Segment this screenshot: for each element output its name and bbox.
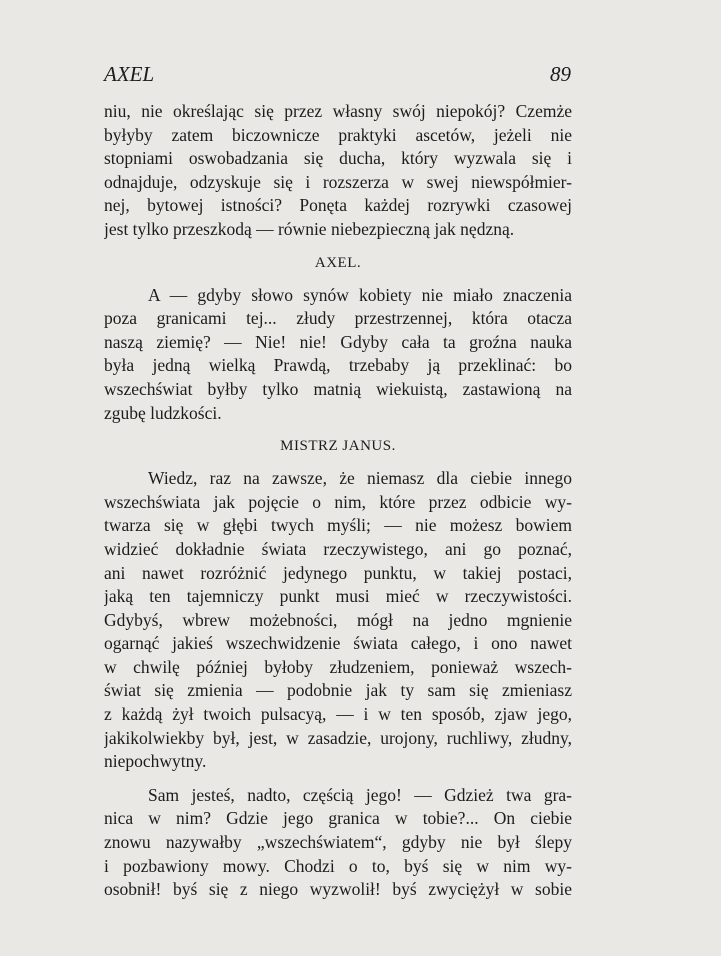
text-line: jest tylko przeszkodą — równie niebezpieczną jak nędzną. — [104, 218, 515, 239]
text-line: niu, nie określając się przez własny swój niepokój? Czemże — [104, 101, 572, 121]
speaker-name: AXEL. — [314, 254, 362, 271]
text-line: twarza się w głębi twych myśli; — nie możesz bowiem — [104, 515, 572, 536]
text-line: naszą ziemię? — Nie! nie! Gdyby cała ta groźna nauka — [104, 331, 572, 352]
paragraph — [104, 467, 572, 774]
paragraph — [104, 284, 572, 426]
text-line: jaką ten tajemniczy punkt musi mieć w rzeczywistości. — [104, 586, 572, 607]
text-line: Gdybyś, wbrew możebności, mógł na jedno mgnienie — [104, 609, 572, 630]
text-line: ani nawet rozróżnić jedynego punktu, w takiej postaci, — [104, 562, 572, 583]
speaker-name: MISTRZ JANUS. — [280, 438, 396, 455]
body-text — [104, 100, 572, 902]
text-line: wszechświata jak pojęcie o nim, które przez odbicie wy- — [104, 491, 572, 512]
text-line: Wiedz, raz na zawsze, że niemasz dla ciebie innego — [148, 468, 572, 489]
text-line: poza granicami tej... złudy przestrzennej, która otacza — [104, 308, 572, 329]
text-line: była jedną wielką Prawdą, trzebaby ją przeklinać: bo — [104, 355, 572, 376]
text-line: nica w nim? Gdzie jego granica w tobie?... On ciebie — [104, 808, 572, 829]
text-line: osobnił! byś się z niego wyzwolił! byś zwyciężył w sobie — [104, 879, 572, 900]
text-line: w chwilę później byłoby złudzeniem, ponieważ wszech- — [104, 656, 572, 677]
text-line: ogarnąć jakieś wszechwidzenie świata całego, i ono nawet — [104, 633, 572, 654]
text-line: widzieć dokładnie świata rzeczywistego, ani go poznać, — [104, 538, 572, 559]
text-line: z każdą żył twoich pulsacyą, — i w ten sposób, zjaw jego, — [104, 704, 572, 725]
text-line: niepochwytny. — [104, 751, 207, 772]
text-line: i pozbawiony mowy. Chodzi o to, byś się w nim wy- — [104, 855, 572, 876]
text-line: byłyby zatem biczownicze praktyki ascetów, jeżeli nie — [104, 124, 572, 145]
text-line: jakikolwiekby był, jest, w zasadzie, urojony, ruchliwy, złudny, — [104, 727, 572, 748]
text-line: nej, bytowej istności? Ponęta każdej rozrywki czasowej — [104, 195, 572, 216]
text-line: świat się zmienia — podobnie jak ty sam się zmieniasz — [104, 680, 572, 701]
text-line: znowu nazywałby „wszechświatem“, gdyby nie był ślepy — [104, 832, 572, 853]
text-line: zgubę ludzkości. — [104, 402, 222, 423]
text-line: stopniami oswobadzania się ducha, który wyzwala się i — [104, 148, 572, 169]
paragraph — [104, 100, 572, 242]
running-title: AXEL — [104, 62, 155, 86]
text-line: A — gdyby słowo synów kobiety nie miało znaczenia — [148, 284, 572, 305]
text-line: wszechświat byłby tylko matnią wiekuistą, zastawioną na — [104, 378, 572, 399]
page-number: 89 — [550, 62, 571, 86]
text-line: Sam jesteś, nadto, częścią jego! — Gdzież twa gra- — [148, 784, 572, 805]
text-line: odnajduje, odzyskuje się i rozszerza w swej niewspółmier- — [104, 171, 572, 192]
running-head — [104, 62, 571, 87]
paragraph — [104, 784, 572, 902]
